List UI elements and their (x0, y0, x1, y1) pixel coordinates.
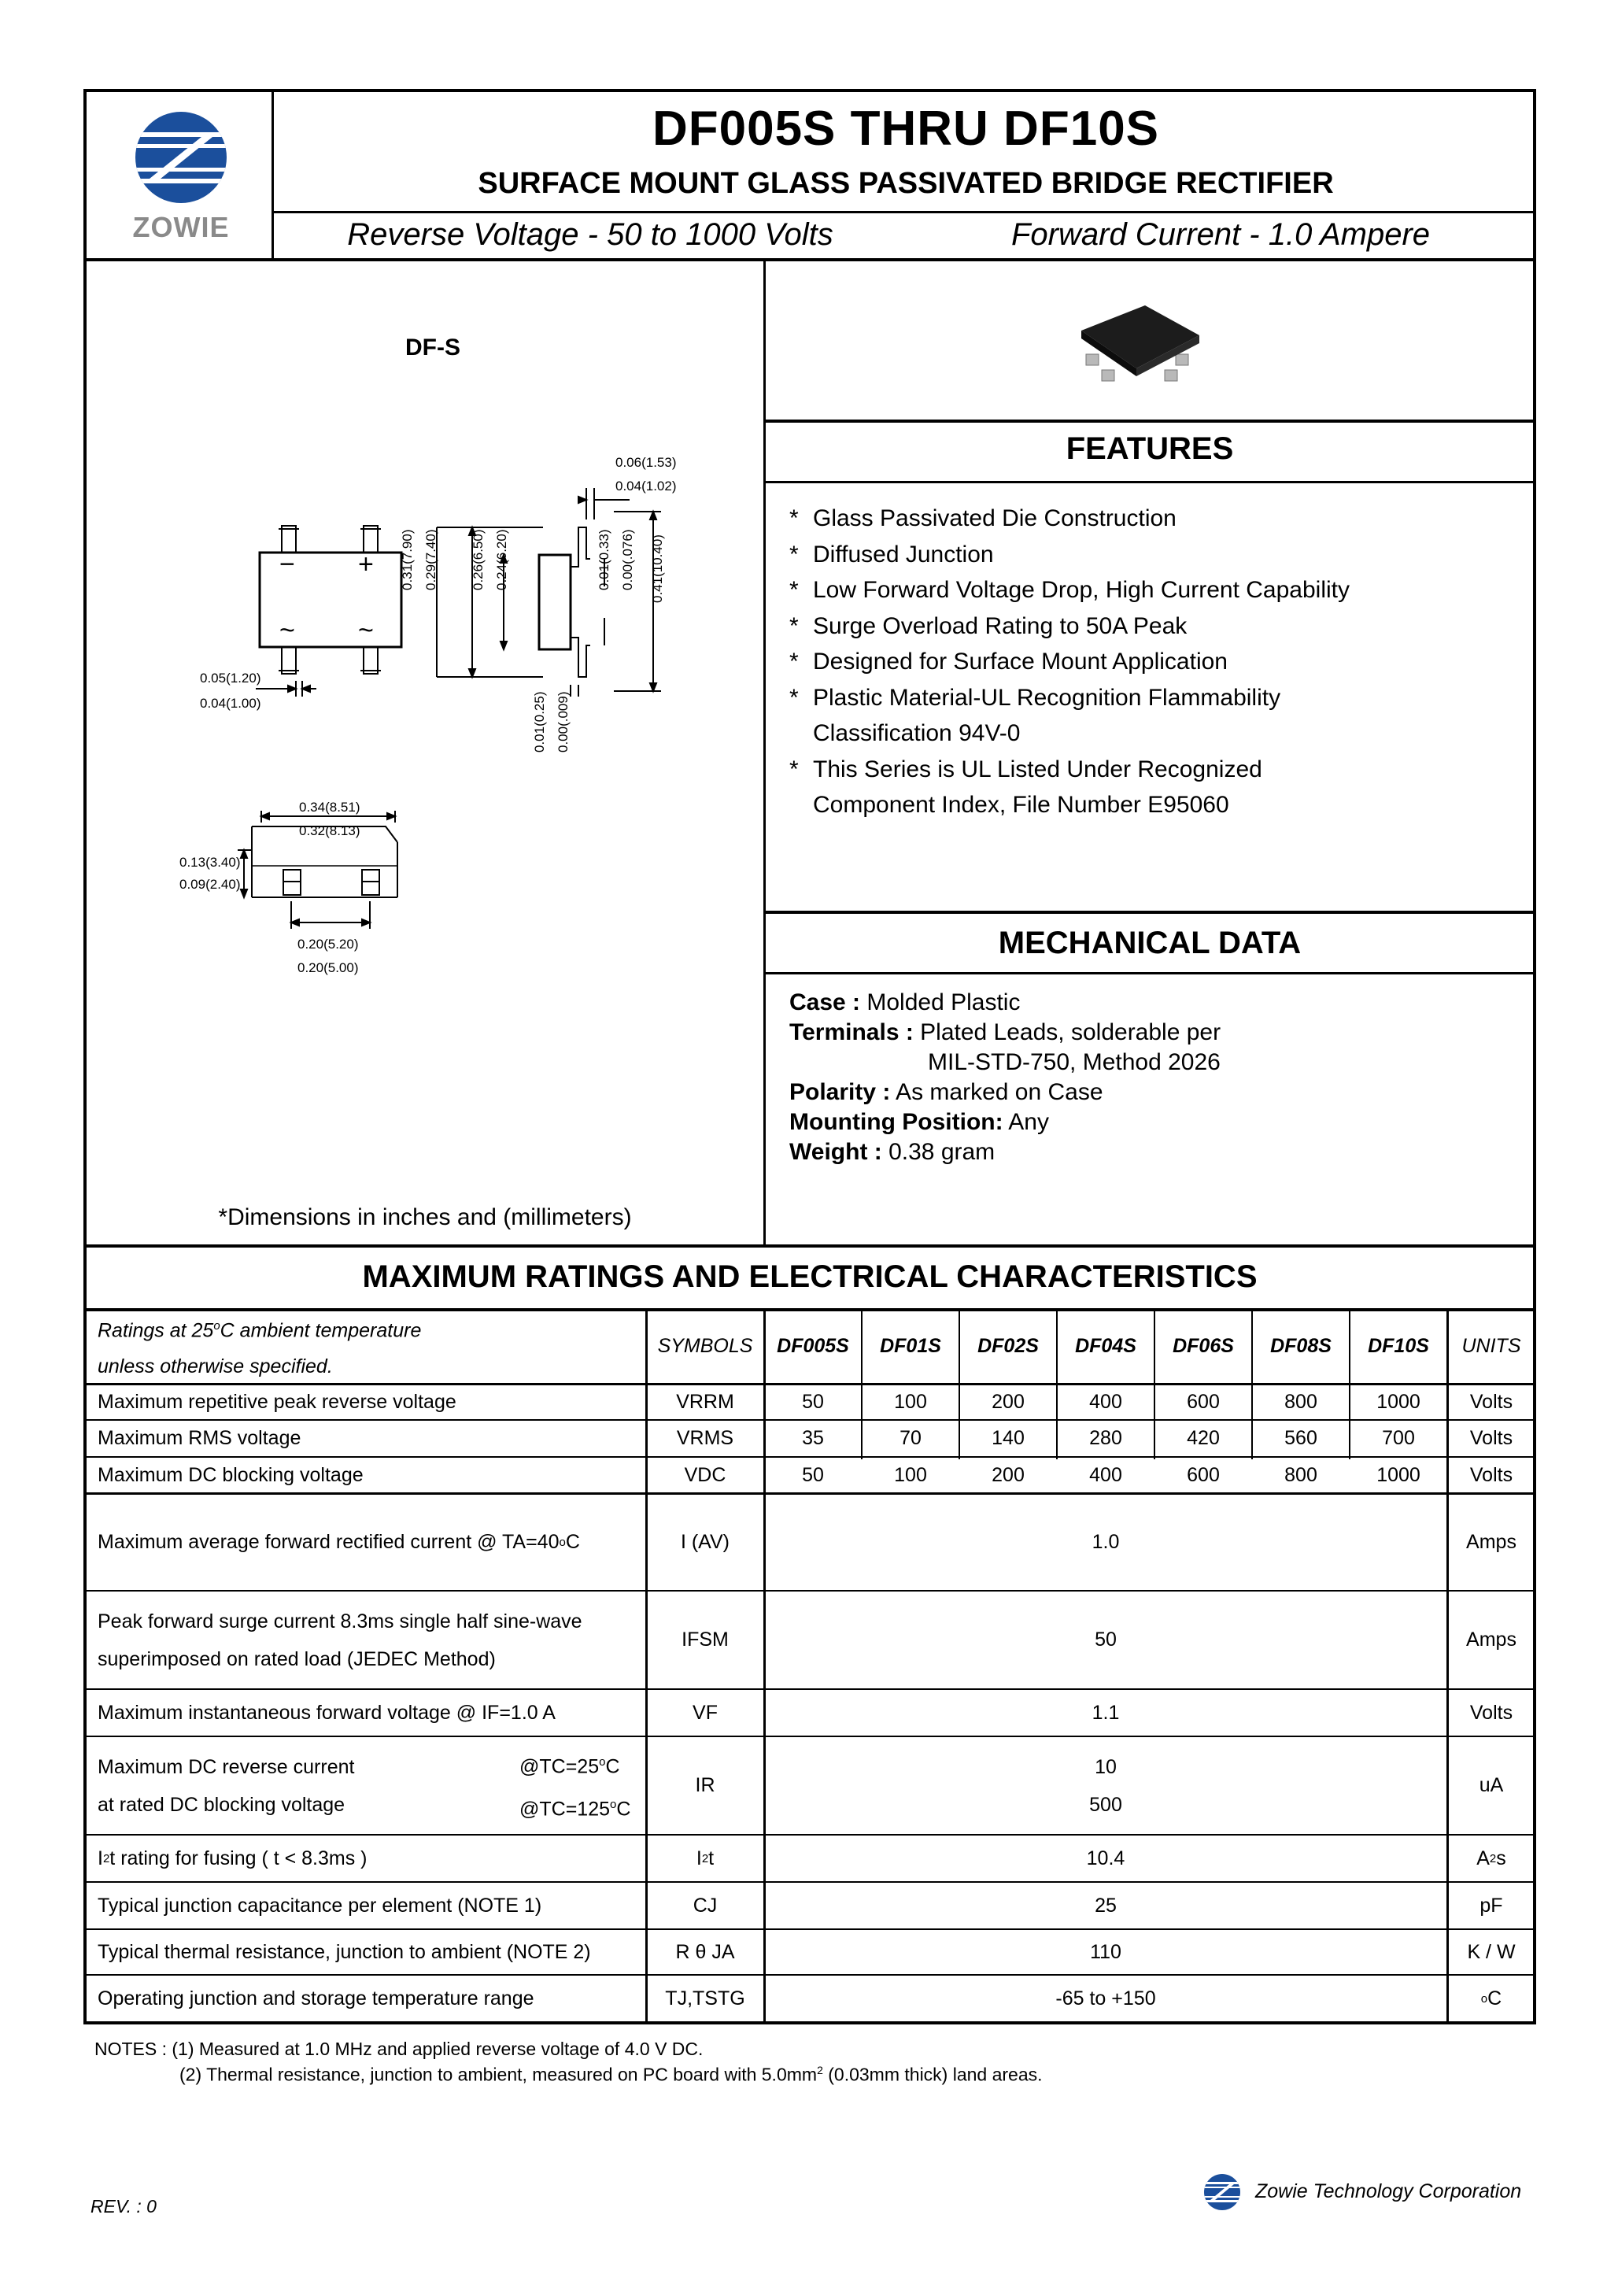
pin-minus: − (279, 549, 295, 579)
ratings-condition: Ratings at 25$^o$C ambient temperature unless otherwise specified. (98, 1318, 422, 1378)
symbol-cell: VRRM (676, 1391, 734, 1413)
dim-label: 0.26(6.50) (471, 529, 486, 590)
company-name: Zowie Technology Corporation (1255, 2180, 1522, 2202)
value-cell: 35 (802, 1427, 824, 1449)
dim-label: 0.01(0.33) (597, 529, 611, 590)
value-cell: 1000 (1376, 1391, 1420, 1413)
symbol-cell: R θ JA (675, 1940, 735, 1963)
value-cell: 50 (802, 1391, 824, 1413)
param-cell: Operating junction and storage temperature range (98, 1987, 534, 2009)
param-cell: Peak forward surge current 8.3ms single half sine-wave superimposed on rated load (JEDEC Method) (98, 1610, 582, 1670)
value-cell: -65 to +150 (1055, 1987, 1156, 2009)
dim-label: 0.31(7.90) (400, 529, 415, 590)
dim-label: 0.09(2.40) (179, 877, 241, 892)
middle-divider (763, 260, 766, 1248)
value-cell: 10 500 (1089, 1755, 1122, 1816)
param-cell: Maximum DC reverse current at rated DC blocking voltage (98, 1755, 355, 1816)
feature-item: * Low Forward Voltage Drop, High Current Capability (789, 577, 1350, 603)
features-head-line (763, 481, 1536, 483)
frame-top (83, 89, 1536, 92)
package-name: DF-S (405, 335, 460, 360)
dim-label: 0.00(.076) (620, 529, 635, 590)
param-cell: Maximum instantaneous forward voltage @ IF=1.0 A (98, 1701, 556, 1724)
param-cell: Maximum average forward rectified current @ TA=40 o C (98, 1531, 580, 1553)
param-cell: Maximum repetitive peak reverse voltage (98, 1391, 456, 1413)
pin-plus: + (358, 549, 374, 579)
mechanical-data: Case : Molded Plastic Terminals : Plated Leads, solderable per MIL-STD-750, Method 2026 Polarity : As marked on Case Mounting Position: Any Weight : 0.38 gram (789, 989, 1221, 1165)
value-cell: 10.4 (1086, 1847, 1125, 1869)
dim-label: 0.41(10.40) (650, 534, 665, 603)
value-cell: 1.1 (1092, 1701, 1120, 1724)
param-cell: Typical junction capacitance per element (NOTE 1) (98, 1894, 542, 1917)
feature-item: * Surge Overload Rating to 50A Peak (789, 612, 1188, 639)
value-cell: 50 (1095, 1629, 1117, 1651)
dim-label: 0.24(6.20) (494, 529, 509, 590)
value-cell: 140 (992, 1427, 1025, 1449)
feature-item: * Plastic Material-UL Recognition Flammability (789, 684, 1281, 711)
value-cell: 700 (1382, 1427, 1415, 1449)
value-cell: 600 (1187, 1391, 1220, 1413)
param-cell: I 2 t rating for fusing ( t < 8.3ms ) (98, 1847, 368, 1869)
unit-cell: Volts (1469, 1391, 1513, 1413)
part-header: DF08S (1270, 1335, 1332, 1357)
zowie-logo (126, 109, 236, 242)
value-cell: 200 (992, 1391, 1025, 1413)
symbol-cell: IR (695, 1774, 715, 1796)
dim-label: 0.00(.009) (556, 691, 571, 752)
value-cell: 560 (1284, 1427, 1317, 1449)
dim-label: 0.04(1.00) (200, 696, 261, 711)
feature-item: Component Index, File Number E95060 (813, 792, 1229, 818)
page-title: DF005S THRU DF10S (652, 102, 1160, 156)
part-header: DF02S (977, 1335, 1039, 1357)
mech-top-line (763, 911, 1536, 914)
unit-cell: o C (1480, 1987, 1502, 2009)
unit-cell: Volts (1469, 1701, 1513, 1724)
unit-cell: Amps (1466, 1629, 1516, 1651)
symbol-cell: I (AV) (680, 1531, 730, 1553)
logo-text: ZOWIE (132, 211, 230, 243)
value-cell: 400 (1089, 1391, 1122, 1413)
dim-label: 0.06(1.53) (615, 455, 677, 470)
dimensions-note: *Dimensions in inches and (millimeters) (218, 1204, 632, 1230)
dim-label: 0.20(5.20) (297, 937, 359, 952)
header-bottom-line (83, 258, 1536, 261)
value-cell: 420 (1187, 1427, 1220, 1449)
feature-item: * Glass Passivated Die Construction (789, 505, 1177, 531)
feature-item: * Designed for Surface Mount Application (789, 649, 1228, 675)
frame-bottom (83, 2021, 1536, 2024)
part-header: DF01S (880, 1335, 941, 1357)
package-photo (1070, 291, 1212, 394)
param-cell: Maximum RMS voltage (98, 1427, 301, 1449)
value-cell: 800 (1284, 1391, 1317, 1413)
part-header: DF04S (1075, 1335, 1136, 1357)
ratings-heading: MAXIMUM RATINGS AND ELECTRICAL CHARACTERISTICS (362, 1259, 1258, 1294)
value-cell: 280 (1089, 1427, 1122, 1449)
value-cell: 1.0 (1092, 1531, 1120, 1553)
unit-cell: uA (1479, 1774, 1504, 1796)
symbol-cell: VF (693, 1701, 718, 1724)
unit-cell: K / W (1467, 1940, 1516, 1963)
dimension-drawing (173, 441, 724, 992)
revision: REV. : 0 (91, 2196, 157, 2217)
forward-current: Forward Current - 1.0 Ampere (1010, 217, 1431, 252)
feature-item: * This Series is UL Listed Under Recognized (789, 756, 1262, 782)
logo-divider (272, 89, 274, 261)
mech-head-line (763, 972, 1536, 974)
value-cell: 100 (894, 1391, 927, 1413)
reverse-voltage: Reverse Voltage - 50 to 1000 Volts (347, 217, 833, 252)
symbol-cell: I 2 t (696, 1847, 715, 1869)
note-1: NOTES : (1) Measured at 1.0 MHz and applied reverse voltage of 4.0 V DC. (94, 2039, 704, 2059)
dim-label: 0.01(0.25) (532, 691, 547, 752)
unit-cell: pF (1479, 1894, 1503, 1917)
note-2: (2) Thermal resistance, junction to ambient, measured on PC board with $5.0mm^2$ (0.03mm thick) land areas. (179, 2064, 1043, 2085)
param-cell: Typical thermal resistance, junction to ambient (NOTE 2) (98, 1940, 591, 1963)
value-cell: 110 (1090, 1940, 1121, 1963)
symbol-cell: CJ (693, 1894, 718, 1917)
dim-label: 0.32(8.13) (299, 823, 360, 838)
pin-ac-2: ~ (358, 616, 374, 645)
value-cell: 70 (900, 1427, 922, 1449)
value-cell: 1000 (1376, 1463, 1420, 1486)
dim-label: 0.29(7.40) (423, 529, 438, 590)
value-cell: 25 (1095, 1894, 1117, 1917)
feature-item: Classification 94V-0 (813, 720, 1021, 746)
mechanical-heading: MECHANICAL DATA (998, 926, 1302, 960)
dim-label: 0.05(1.20) (200, 671, 261, 686)
symbol-cell: TJ,TSTG (665, 1987, 745, 2009)
features-heading: FEATURES (1066, 431, 1234, 466)
part-header: DF10S (1368, 1335, 1429, 1357)
unit-cell: Volts (1469, 1427, 1513, 1449)
value-cell: 50 (802, 1463, 824, 1486)
symbol-cell: VDC (684, 1463, 726, 1486)
unit-cell: Amps (1466, 1531, 1516, 1553)
value-cell: 600 (1187, 1463, 1220, 1486)
pin-ac-1: ~ (279, 616, 295, 645)
value-cell: 400 (1089, 1463, 1122, 1486)
value-cell: 800 (1284, 1463, 1317, 1486)
dim-label: 0.34(8.51) (299, 800, 360, 815)
page-subtitle: SURFACE MOUNT GLASS PASSIVATED BRIDGE RECTIFIER (478, 167, 1334, 200)
value-cell: 200 (992, 1463, 1025, 1486)
units-header: UNITS (1461, 1335, 1521, 1357)
part-header: DF06S (1173, 1335, 1234, 1357)
features-list (789, 501, 1513, 823)
header-mid-line (272, 211, 1536, 213)
dim-label: 0.13(3.40) (179, 855, 241, 870)
unit-cell: A 2 s (1476, 1847, 1506, 1869)
part-header: DF005S (777, 1335, 849, 1357)
symbol-cell: IFSM (682, 1629, 729, 1651)
footer-logo-icon (1202, 2172, 1242, 2212)
dim-label: 0.20(5.00) (297, 960, 359, 975)
value-cell: 100 (894, 1463, 927, 1486)
symbol-cell: VRMS (676, 1427, 734, 1449)
param-cell: Maximum DC blocking voltage (98, 1463, 364, 1486)
dim-label: 0.04(1.02) (615, 479, 677, 494)
feature-item: * Diffused Junction (789, 541, 994, 568)
unit-cell: Volts (1469, 1463, 1513, 1486)
photo-bottom-line (763, 420, 1536, 423)
symbols-header: SYMBOLS (657, 1335, 753, 1357)
ir-conditions: $@TC=25^oC$ $@TC=125^oC$ (519, 1755, 631, 1820)
ratings-top-line (83, 1244, 1536, 1248)
